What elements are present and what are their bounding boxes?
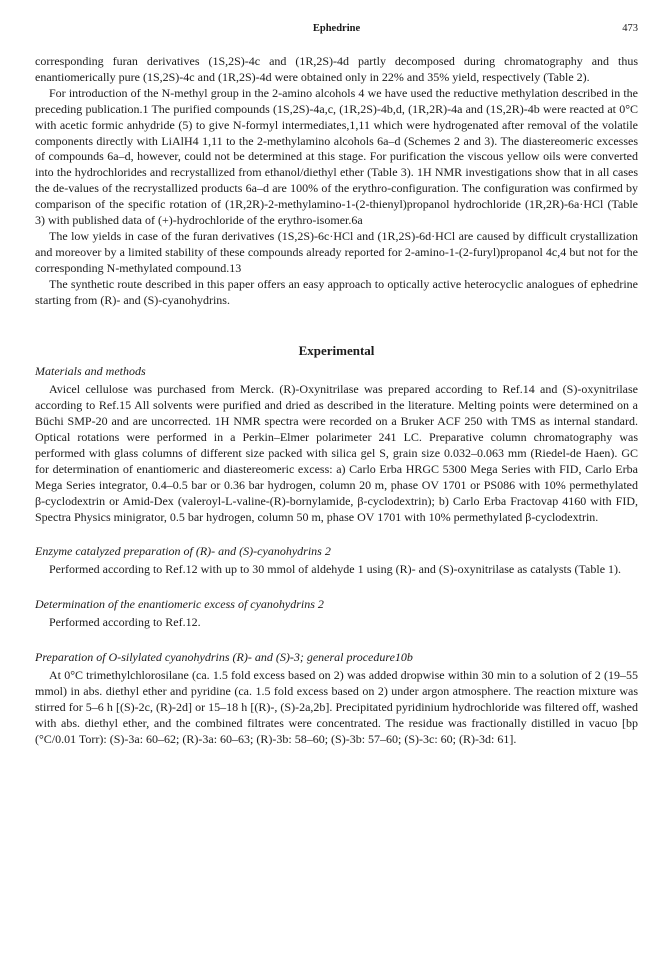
- paragraph: For introduction of the N-methyl group in the 2-amino alcohols 4 we have used the reductive methylation described in the preceding publication.1 The purified compounds (1S,2S)-4a,c, (1R,2S)-4b,d, (1R,2R)-4a and (1S,2R)-4b were reacted at 0°C with acetic formic anhydride (5) to give N-formyl intermediates,1,11 which were hydrogenated after removal of the volatile components directly with LiAlH4 1,11 to the 2-methylamino alcohols 6a–d (Schemes 2 and 3). The diastereomeric excesses of compounds 6a–d, however, could not be determined at this stage. For purification the viscous yellow oils were converted into the hydrochlorides and recrystallized from ethanol/diethyl ether (Table 3). 1H NMR investigations show that in all cases the de-values of the recrystallized products 6a–d are 100% of the erythro-configuration. The configuration was confirmed by comparison of the specific rotation of (1R,2R)-2-methylamino-1-(2-thienyl)propanol hydrochloride (1R,2R)-6a·HCl (Table 3) with published data of (+)-hydrochloride of the erythro-isomer.6a: [35, 85, 638, 228]
- paragraph: corresponding furan derivatives (1S,2S)-4c and (1R,2S)-4d partly decomposed during chromatography and thus enantiomerically pure (1S,2S)-4c and (1R,2S)-4d were obtained only in 22% and 35% yield, respectively (Table 2).: [35, 54, 638, 84]
- subheading-enzyme: Enzyme catalyzed preparation of (R)- and (S)-cyanohydrins 2: [35, 544, 331, 559]
- paragraph-silyl: At 0°C trimethylchlorosilane (ca. 1.5 fold excess based on 2) was added dropwise within 30 min to a solution of 2 (19–55 mmol) in abs. diethyl ether and pyridine (ca. 1.5 fold excess based on 2) under argon atmosphere. The reaction mixture was stirred for 5–6 h [(S)-2c, (R)-2d] or 15–18 h [(R)-, (S)-2a,2b]. Precipitated pyridinium hydrochloride was filtered off, washed with abs. diethyl ether, and the combined filtrates were concentrated. The residue was fractionally distilled in vacuo [bp (°C/0.01 Torr): (S)-3a: 60–62; (R)-3a: 60–63; (R)-3b: 58–60; (S)-3b: 57–60; (S)-3c: 60; (R)-3d: 61].: [35, 668, 638, 746]
- paragraph-enzyme: Performed according to Ref.12 with up to 30 mmol of aldehyde 1 using (R)- and (S)-oxynitrilase as catalysts (Table 1).: [49, 562, 622, 577]
- paragraph-materials: Avicel cellulose was purchased from Merck. (R)-Oxynitrilase was prepared according to Ref.14 and (S)-oxynitrilase according to Ref.15 All solvents were purified and dried as described in the literature. Melting points were determined on a Büchi SMP-20 and are uncorrected. 1H NMR spectra were recorded on a Bruker ACF 250 with TMS as internal standard. Optical rotations were performed in a Perkin–Elmer polarimeter 241 LC. Preparative column chromatography was performed with glass columns of different size packed with silica gel S, grain size 0.032–0.063 mm (Riedel-de Haen). GC for determination of enantiomeric and diastereomeric excess: a) Carlo Erba HRGC 5300 Mega Series with FID, Carlo Erba Mega Series integrator, 0.4–0.5 bar or 0.36 bar hydrogen, column 20 m, phase OV 1701 or PS086 with 10% permethylated β-cyclodextrin or Amid-Dex (valeroyl-L-valine-(R)-bornylamide, β-cyclodextrin); b) Carlo Erba Fractovap 4160 with FID, Spectra Physics minigrator, 0.5 bar hydrogen, column 50 m, phase OV 1701 with 10% permethylated β-cyclodextrin.: [35, 382, 638, 524]
- subheading-silyl: Preparation of O-silylated cyanohydrins (R)- and (S)-3; general procedure10b: [35, 650, 413, 665]
- page-header: [35, 23, 638, 37]
- paragraph-ee: Performed according to Ref.12.: [49, 615, 201, 630]
- body-text: [35, 54, 638, 748]
- subheading-materials: Materials and methods: [35, 364, 146, 379]
- section-title-experimental: Experimental: [298, 342, 375, 358]
- paragraph: The low yields in case of the furan derivatives (1S,2S)-6c·HCl and (1R,2S)-6d·HCl are caused by difficult crystallization and moreover by a limited stability of these compounds already reported for 2-amino-1-(2-furyl)propanol 4c,4 but not for the corresponding N-methylated compound.13: [35, 228, 638, 275]
- page-number: 473: [622, 23, 638, 34]
- subheading-ee: Determination of the enantiomeric excess of cyanohydrins 2: [35, 597, 324, 612]
- paragraph: The synthetic route described in this paper offers an easy approach to optically active heterocyclic analogues of ephedrine starting from (R)- and (S)-cyanohydrins.: [35, 276, 638, 307]
- running-title: Ephedrine: [312, 23, 361, 34]
